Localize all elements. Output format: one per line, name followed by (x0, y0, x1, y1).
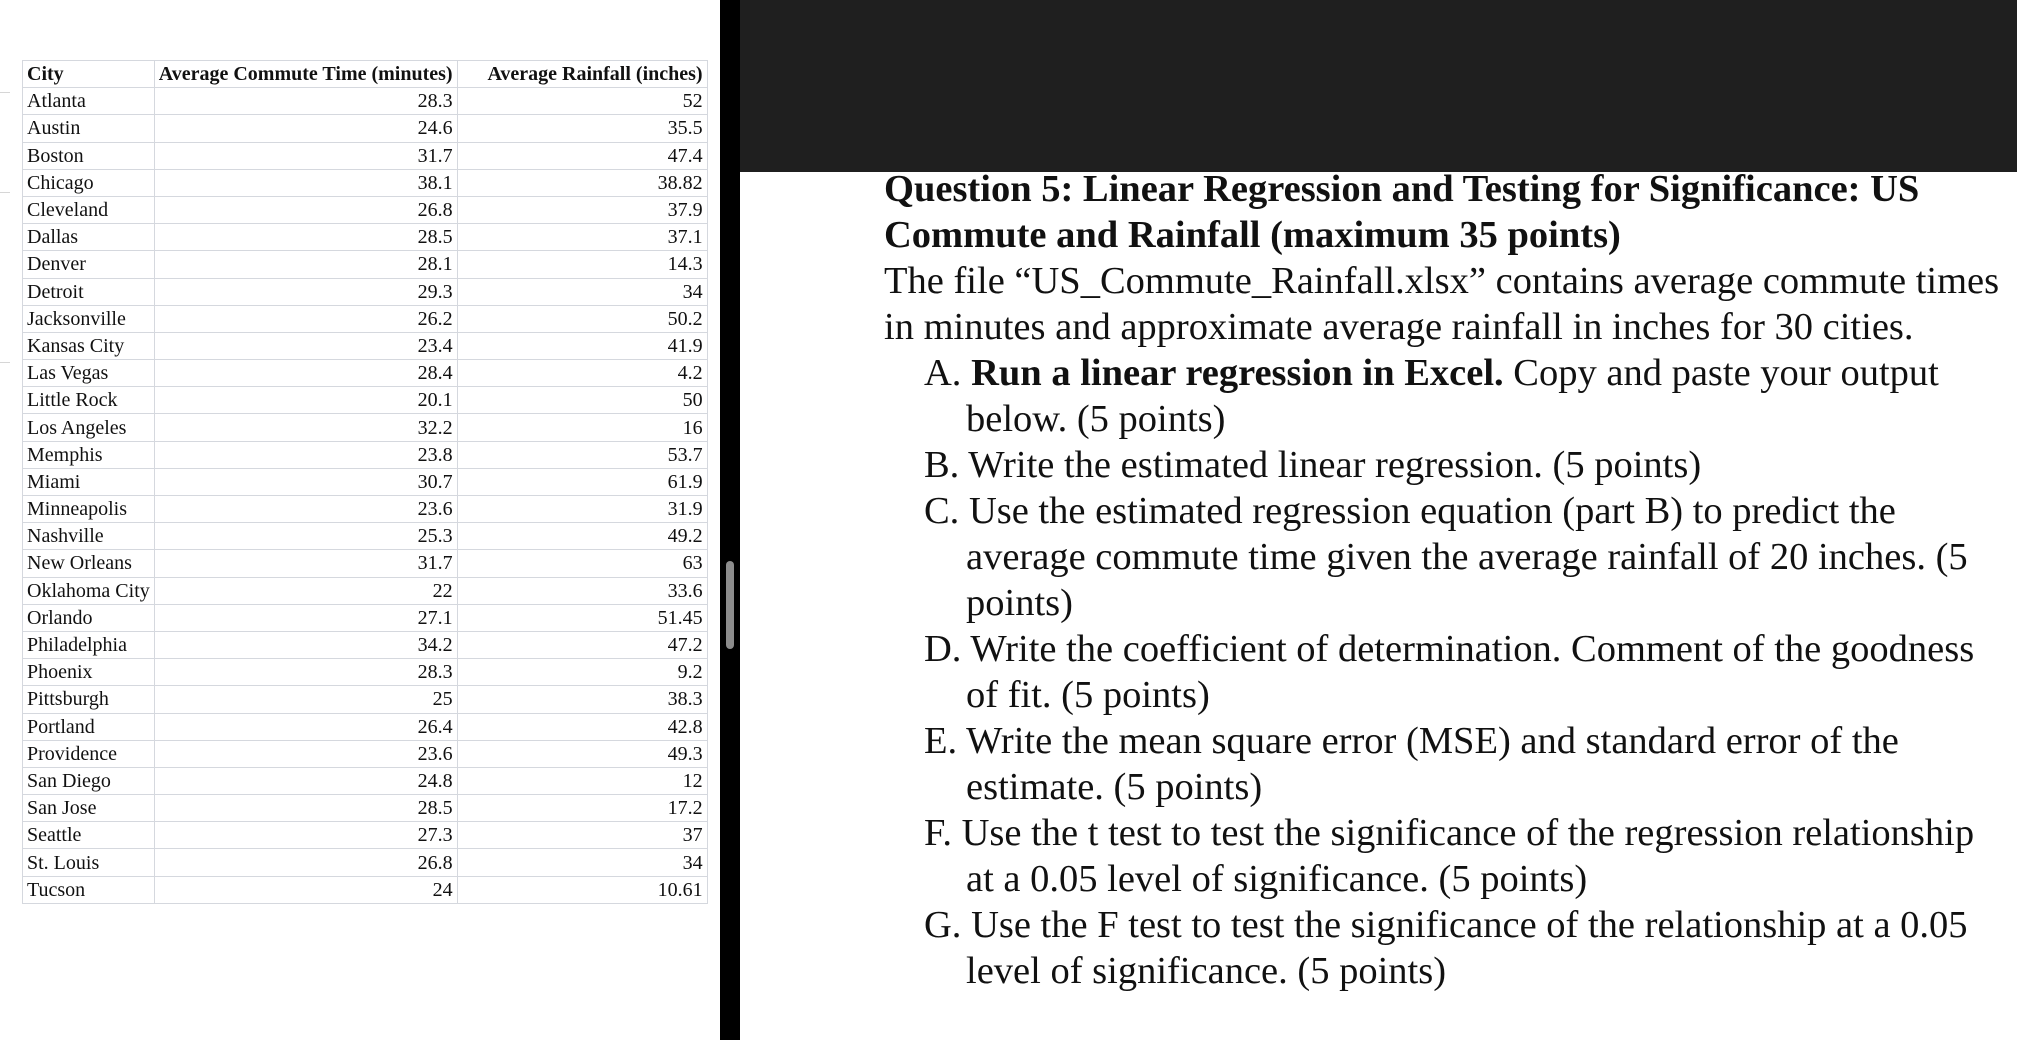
cell-city[interactable]: Seattle (23, 822, 155, 849)
table-row (23, 332, 708, 359)
cell-city[interactable]: New Orleans (23, 550, 155, 577)
table-row (23, 523, 708, 550)
table-row (23, 142, 708, 169)
cell-rainfall[interactable]: 53.7 (457, 441, 707, 468)
table-row (23, 468, 708, 495)
cell-commute[interactable]: 23.6 (154, 496, 457, 523)
cell-city[interactable]: Nashville (23, 523, 155, 550)
cell-commute[interactable]: 26.8 (154, 849, 457, 876)
cell-commute[interactable]: 28.4 (154, 360, 457, 387)
cell-rainfall[interactable]: 47.2 (457, 631, 707, 658)
cell-commute[interactable]: 26.4 (154, 713, 457, 740)
cell-commute[interactable]: 25.3 (154, 523, 457, 550)
cell-rainfall[interactable]: 37.9 (457, 196, 707, 223)
table-row (23, 278, 708, 305)
question-part (884, 488, 2004, 626)
table-row (23, 224, 708, 251)
part-text: Use the F test to test the significance of the relationship at a 0.05 level of significance. (5 points) (966, 904, 1968, 992)
cell-commute[interactable]: 32.2 (154, 414, 457, 441)
cell-rainfall[interactable]: 38.3 (457, 686, 707, 713)
part-letter: C. (924, 490, 960, 532)
cell-commute[interactable]: 27.3 (154, 822, 457, 849)
question-part (884, 626, 2004, 718)
cell-city[interactable]: Jacksonville (23, 305, 155, 332)
split-divider[interactable] (720, 0, 740, 1040)
header-rainfall[interactable]: Average Rainfall (inches) (457, 61, 707, 88)
cell-rainfall[interactable]: 41.9 (457, 332, 707, 359)
table-row (23, 115, 708, 142)
cell-city[interactable]: Portland (23, 713, 155, 740)
cell-rainfall[interactable]: 50.2 (457, 305, 707, 332)
cell-rainfall[interactable]: 10.61 (457, 876, 707, 903)
cell-rainfall[interactable]: 35.5 (457, 115, 707, 142)
table-row (23, 631, 708, 658)
cell-commute[interactable]: 28.5 (154, 795, 457, 822)
cell-commute[interactable]: 24.6 (154, 115, 457, 142)
cell-city[interactable]: Los Angeles (23, 414, 155, 441)
cell-commute[interactable]: 23.6 (154, 740, 457, 767)
cell-rainfall[interactable]: 14.3 (457, 251, 707, 278)
cell-rainfall[interactable]: 51.45 (457, 604, 707, 631)
cell-rainfall[interactable]: 38.82 (457, 169, 707, 196)
data-table (22, 60, 708, 904)
cell-commute[interactable]: 38.1 (154, 169, 457, 196)
table-row (23, 414, 708, 441)
cell-commute[interactable]: 25 (154, 686, 457, 713)
part-text: Write the mean square error (MSE) and standard error of the estimate. (5 points) (966, 720, 1899, 808)
part-letter: G. (924, 904, 962, 946)
table-row (23, 767, 708, 794)
question-part (884, 442, 2004, 488)
part-letter: D. (924, 628, 962, 670)
cell-city[interactable]: Philadelphia (23, 631, 155, 658)
table-row (23, 196, 708, 223)
table-row (23, 740, 708, 767)
cell-rainfall[interactable]: 61.9 (457, 468, 707, 495)
cell-commute[interactable]: 30.7 (154, 468, 457, 495)
cell-city[interactable]: St. Louis (23, 849, 155, 876)
cell-rainfall[interactable]: 31.9 (457, 496, 707, 523)
cell-city[interactable]: Denver (23, 251, 155, 278)
question-intro: The file “US_Commute_Rainfall.xlsx” contains average commute times in minutes and approximate average rainfall in inches for 30 cities. (884, 260, 2000, 348)
cell-rainfall[interactable]: 33.6 (457, 577, 707, 604)
table-row (23, 876, 708, 903)
table-row (23, 604, 708, 631)
cell-city[interactable]: Orlando (23, 604, 155, 631)
table-row (23, 441, 708, 468)
cell-city[interactable]: Chicago (23, 169, 155, 196)
question-part (884, 350, 2004, 442)
table-row (23, 169, 708, 196)
cell-commute[interactable]: 28.5 (154, 224, 457, 251)
cell-city[interactable]: Dallas (23, 224, 155, 251)
cell-city[interactable]: Atlanta (23, 88, 155, 115)
header-row (23, 61, 708, 88)
cell-city[interactable]: Tucson (23, 876, 155, 903)
table-row (23, 387, 708, 414)
cell-city[interactable]: Pittsburgh (23, 686, 155, 713)
cell-city[interactable]: Memphis (23, 441, 155, 468)
question-part (884, 718, 2004, 810)
document-pane (740, 0, 2017, 1040)
cell-city[interactable]: Providence (23, 740, 155, 767)
cell-city[interactable]: Austin (23, 115, 155, 142)
grid-line (0, 362, 10, 363)
cell-rainfall[interactable]: 17.2 (457, 795, 707, 822)
cell-commute[interactable]: 29.3 (154, 278, 457, 305)
question-block (884, 166, 2004, 994)
part-text: Copy and paste your output below. (5 points) (966, 352, 1939, 440)
cell-rainfall[interactable]: 50 (457, 387, 707, 414)
table-row (23, 251, 708, 278)
cell-city[interactable]: Phoenix (23, 659, 155, 686)
part-text: Write the estimated linear regression. (5 points) (968, 444, 1702, 486)
part-text: Use the estimated regression equation (part B) to predict the average commute time given the average rainfall of 20 inches. (5 points) (966, 490, 1968, 624)
split-drag-handle[interactable] (726, 561, 734, 649)
cell-rainfall[interactable]: 63 (457, 550, 707, 577)
cell-rainfall[interactable]: 49.2 (457, 523, 707, 550)
cell-city[interactable]: Kansas City (23, 332, 155, 359)
cell-rainfall[interactable]: 9.2 (457, 659, 707, 686)
cell-commute[interactable]: 24.8 (154, 767, 457, 794)
cell-commute[interactable]: 26.8 (154, 196, 457, 223)
grid-line (0, 92, 10, 93)
part-bold-text: Run a linear regression in Excel. (971, 352, 1504, 394)
cell-city[interactable]: Detroit (23, 278, 155, 305)
table-row (23, 305, 708, 332)
part-text: Use the t test to test the significance of the regression relationship at a 0.05 level of significance. (5 points) (961, 812, 1975, 900)
table-row (23, 550, 708, 577)
cell-rainfall[interactable]: 37.1 (457, 224, 707, 251)
table-row (23, 360, 708, 387)
table-row (23, 849, 708, 876)
cell-rainfall[interactable]: 52 (457, 88, 707, 115)
cell-rainfall[interactable]: 37 (457, 822, 707, 849)
cell-commute[interactable]: 22 (154, 577, 457, 604)
part-letter: B. (924, 444, 960, 486)
cell-city[interactable]: Cleveland (23, 196, 155, 223)
table-row (23, 88, 708, 115)
table-row (23, 577, 708, 604)
cell-commute[interactable]: 20.1 (154, 387, 457, 414)
table-row (23, 659, 708, 686)
part-text: Write the coefficient of determination. Comment of the goodness of fit. (5 points) (966, 628, 1975, 716)
cell-rainfall[interactable]: 4.2 (457, 360, 707, 387)
cell-commute[interactable]: 24 (154, 876, 457, 903)
cell-rainfall[interactable]: 34 (457, 849, 707, 876)
cell-commute[interactable]: 31.7 (154, 142, 457, 169)
header-commute[interactable]: Average Commute Time (minutes) (154, 61, 457, 88)
cell-rainfall[interactable]: 42.8 (457, 713, 707, 740)
question-parts-list (884, 350, 2004, 994)
grid-line (0, 192, 10, 193)
part-letter: E. (924, 720, 958, 762)
cell-rainfall[interactable]: 16 (457, 414, 707, 441)
cell-rainfall[interactable]: 12 (457, 767, 707, 794)
dark-header-band (740, 0, 2017, 172)
cell-commute[interactable]: 27.1 (154, 604, 457, 631)
cell-commute[interactable]: 28.3 (154, 88, 457, 115)
cell-commute[interactable]: 23.4 (154, 332, 457, 359)
cell-city[interactable]: Boston (23, 142, 155, 169)
cell-rainfall[interactable]: 47.4 (457, 142, 707, 169)
question-part (884, 902, 2004, 994)
cell-rainfall[interactable]: 49.3 (457, 740, 707, 767)
cell-commute[interactable]: 28.3 (154, 659, 457, 686)
cell-city[interactable]: Miami (23, 468, 155, 495)
cell-commute[interactable]: 34.2 (154, 631, 457, 658)
cell-city[interactable]: Las Vegas (23, 360, 155, 387)
spreadsheet-pane (0, 0, 720, 1040)
table-row (23, 713, 708, 740)
cell-city[interactable]: Oklahoma City (23, 577, 155, 604)
table-row (23, 686, 708, 713)
table-row (23, 496, 708, 523)
cell-city[interactable]: Minneapolis (23, 496, 155, 523)
table-row (23, 822, 708, 849)
cell-commute[interactable]: 28.1 (154, 251, 457, 278)
cell-commute[interactable]: 26.2 (154, 305, 457, 332)
part-letter: F. (924, 812, 952, 854)
header-city[interactable]: City (23, 61, 155, 88)
cell-commute[interactable]: 31.7 (154, 550, 457, 577)
cell-city[interactable]: San Diego (23, 767, 155, 794)
cell-rainfall[interactable]: 34 (457, 278, 707, 305)
question-title: Question 5: Linear Regression and Testing for Significance: US Commute and Rainfall (maximum 35 points) (884, 168, 1920, 256)
cell-city[interactable]: Little Rock (23, 387, 155, 414)
cell-city[interactable]: San Jose (23, 795, 155, 822)
question-part (884, 810, 2004, 902)
part-letter: A. (924, 352, 962, 394)
table-row (23, 795, 708, 822)
cell-commute[interactable]: 23.8 (154, 441, 457, 468)
